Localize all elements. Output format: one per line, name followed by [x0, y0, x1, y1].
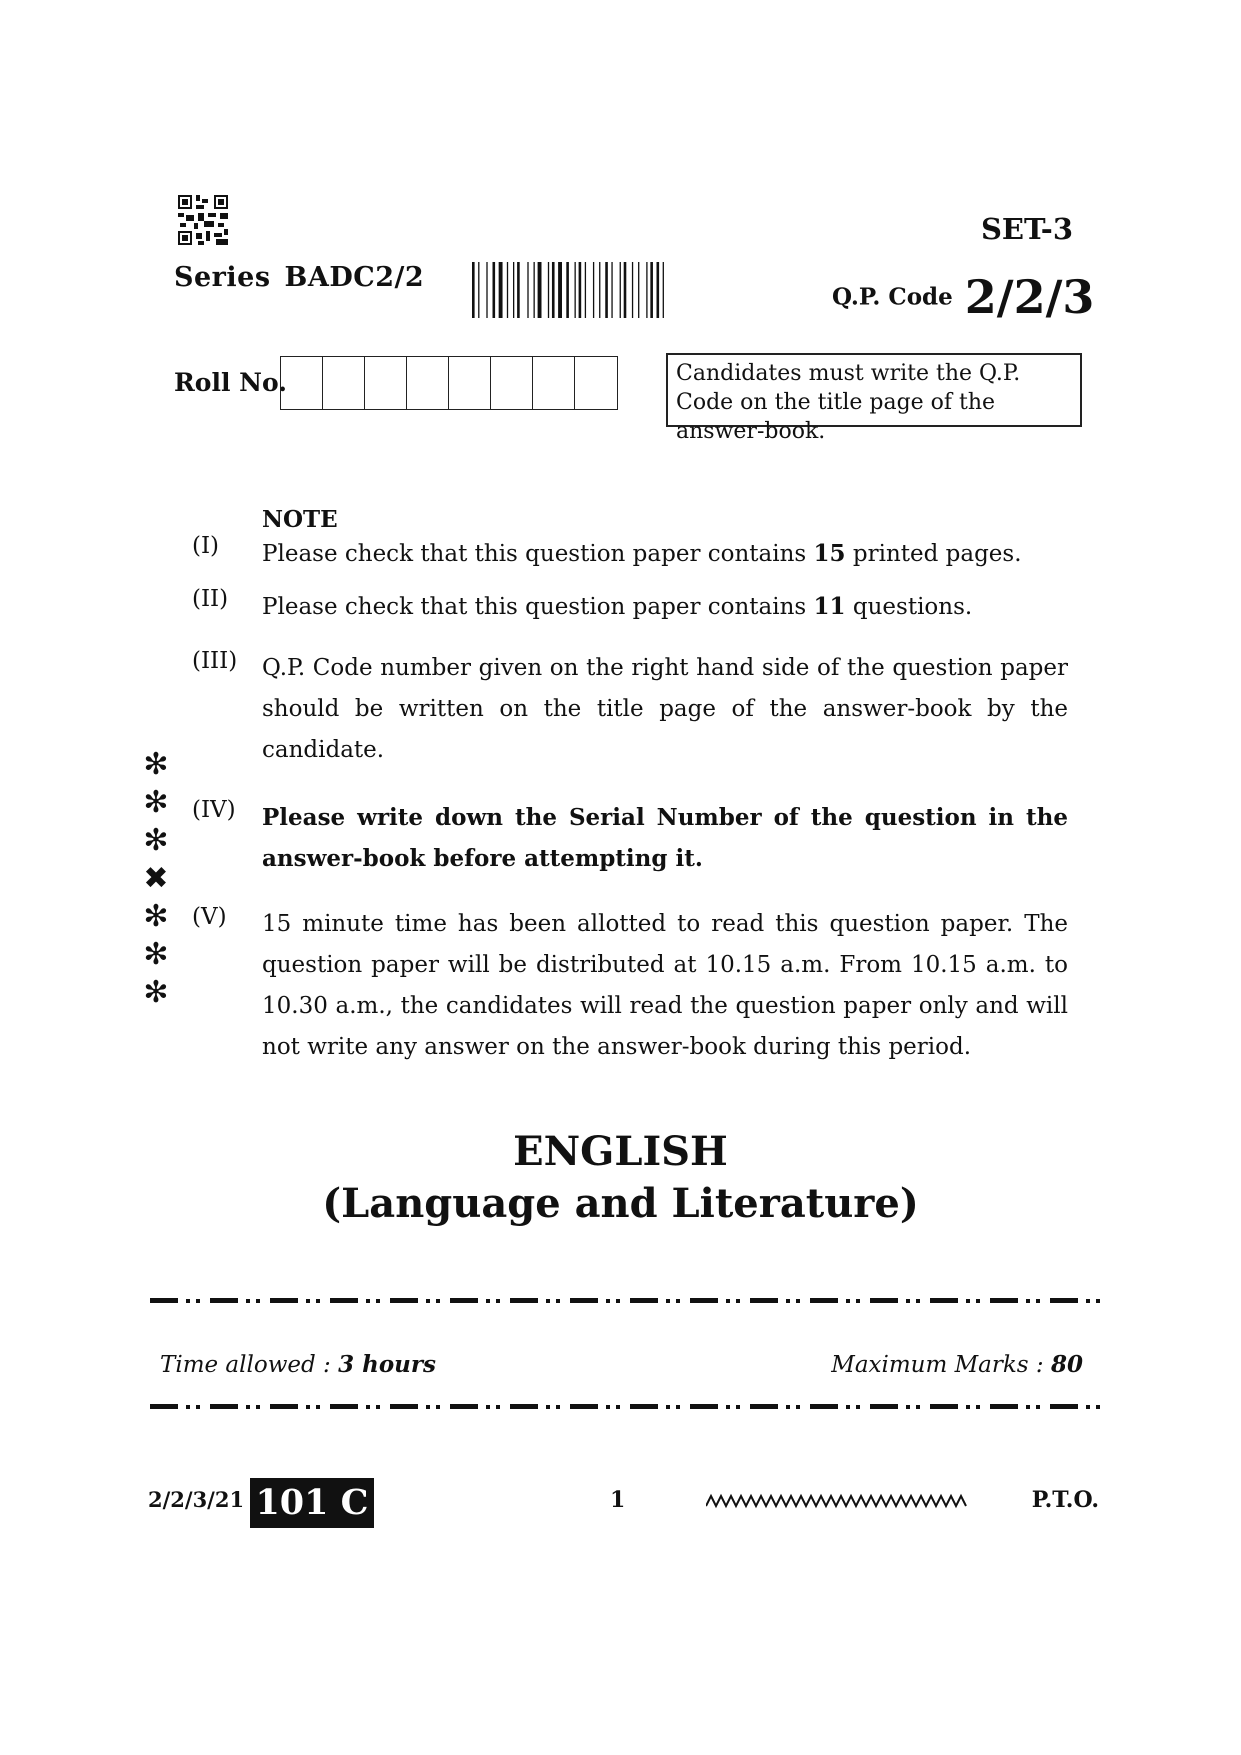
asterisk-icon: ✻ [143, 747, 169, 782]
note-text: 15 minute time has been allotted to read this question paper. The question paper will be distributed at 10.15 a.m. From 10.15 a.m. to 10.30 a.m., the candidates will read the question paper only and will not write any answer on the answer-book during this period. [262, 911, 1068, 1060]
marks-label: Maximum Marks : [831, 1352, 1051, 1378]
note-number: (III) [192, 648, 238, 674]
set-number: SET-3 [980, 212, 1073, 246]
qp-code-value: 2/2/3 [964, 270, 1095, 324]
note-text [262, 586, 1068, 628]
roll-number-cell[interactable] [575, 357, 617, 409]
note-text [262, 533, 1068, 575]
marks-value: 80 [1050, 1351, 1083, 1378]
time-allowed [160, 1351, 436, 1378]
instruction-box: Candidates must write the Q.P. Code on the title page of the answer-book. [666, 353, 1082, 427]
asterisk-icon: ✻ [143, 785, 169, 820]
note-heading: NOTE [262, 506, 338, 533]
note-number: (I) [192, 533, 220, 559]
subject-title: ENGLISH [513, 1128, 728, 1175]
pto-label: P.T.O. [1031, 1487, 1099, 1513]
roll-number-cell[interactable] [281, 357, 323, 409]
dash-dot-divider [150, 1298, 1106, 1304]
asterisk-icon: ✻ [143, 937, 169, 972]
qr-code-icon [178, 195, 228, 245]
note-text-part: Please check that this question paper contains [262, 541, 814, 567]
dash-dot-divider [150, 1404, 1106, 1410]
star-column [140, 746, 172, 1012]
note-question-count: 11 [813, 593, 846, 620]
note-text-part: Please check that this question paper contains [262, 594, 814, 620]
roll-label: Roll No. [174, 368, 287, 397]
asterisk-icon: ✻ [143, 823, 169, 858]
roll-number-boxes[interactable] [280, 356, 618, 410]
qp-code-label: Q.P. Code [832, 283, 953, 311]
roll-number-cell[interactable] [449, 357, 491, 409]
note-text: Please write down the Serial Number of the question in the answer-book before attempting it. [262, 804, 1068, 872]
footer-code: 2/2/3/21 [148, 1487, 245, 1512]
roll-number-cell[interactable] [365, 357, 407, 409]
qp-code [832, 270, 1094, 324]
time-value: 3 hours [338, 1351, 436, 1378]
paper-code-box: 101 C [250, 1478, 374, 1528]
note-number: (II) [192, 586, 229, 612]
time-label: Time allowed : [160, 1352, 339, 1378]
series [174, 262, 424, 293]
note-number: (IV) [192, 797, 236, 823]
asterisk-icon: ✻ [143, 975, 169, 1010]
roll-number-cell[interactable] [323, 357, 365, 409]
series-label: Series [174, 262, 271, 293]
maximum-marks [831, 1351, 1083, 1378]
note-text-part: questions. [845, 594, 973, 620]
note-page-count: 15 [813, 540, 846, 567]
subject-subtitle: (Language and Literature) [322, 1180, 919, 1227]
page-number: 1 [610, 1487, 626, 1513]
note-text-part: printed pages. [845, 541, 1022, 567]
barcode-icon [472, 262, 717, 318]
asterisk-icon: ✻ [143, 899, 169, 934]
series-value: BADC2/2 [284, 262, 425, 293]
cross-icon: ✖ [143, 861, 169, 896]
roll-number-cell[interactable] [491, 357, 533, 409]
note-text: Q.P. Code number given on the right hand side of the question paper should be written on the title page of the answer-book by the candidate. [262, 655, 1068, 763]
roll-number-cell[interactable] [533, 357, 575, 409]
roll-number-cell[interactable] [407, 357, 449, 409]
wavy-line-icon [706, 1493, 968, 1509]
note-number: (V) [192, 904, 227, 930]
